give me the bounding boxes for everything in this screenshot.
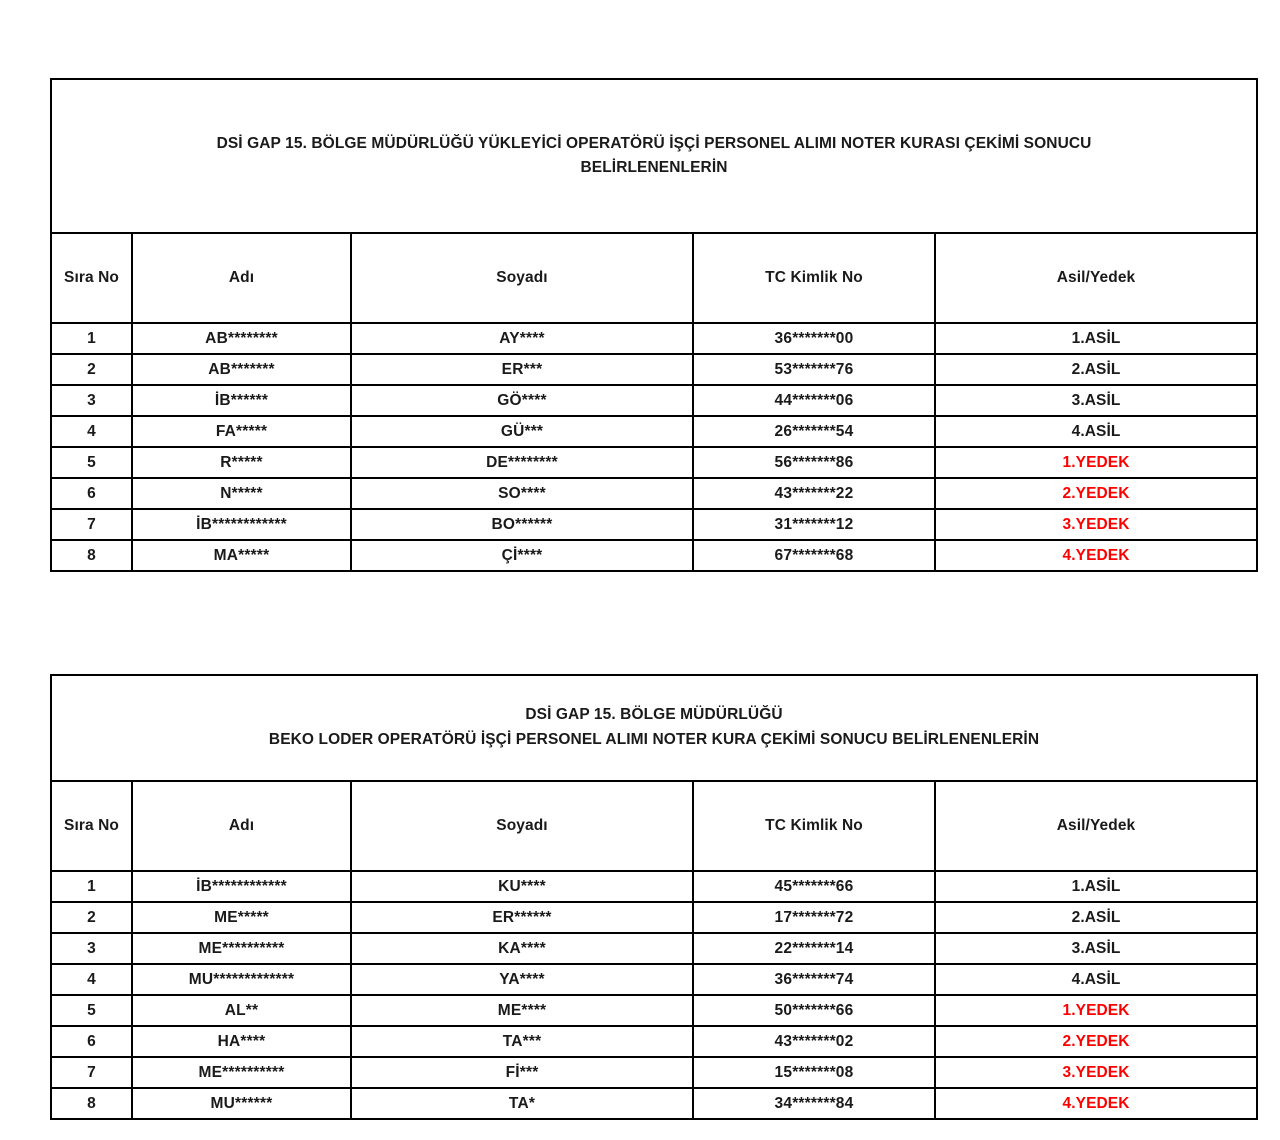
status-badge: 2.YEDEK — [935, 1026, 1257, 1057]
cell-adi: HA**** — [132, 1026, 351, 1057]
cell-sira-no: 6 — [51, 1026, 132, 1057]
table-title-line-1: DSİ GAP 15. BÖLGE MÜDÜRLÜĞÜ YÜKLEYİCİ OPERATÖRÜ İŞÇİ PERSONEL ALIMI NOTER KURASI ÇEKİMİ SONUCU — [216, 134, 1092, 152]
cell-tc-kimlik-no: 43*******02 — [693, 1026, 935, 1057]
status-badge: 2.ASİL — [935, 354, 1257, 385]
table-header-row — [51, 233, 1257, 323]
status-badge: 1.YEDEK — [935, 995, 1257, 1026]
cell-tc-kimlik-no: 36*******00 — [693, 323, 935, 354]
cell-soyadi: SO**** — [351, 478, 693, 509]
cell-sira-no: 1 — [51, 323, 132, 354]
status-badge: 1.YEDEK — [935, 447, 1257, 478]
table-body — [51, 675, 1257, 1119]
cell-sira-no: 5 — [51, 447, 132, 478]
results-table-yukleyici-operatoru — [50, 78, 1258, 572]
cell-soyadi: GÖ**** — [351, 385, 693, 416]
cell-adi: MU****** — [132, 1088, 351, 1119]
table-row — [51, 1088, 1257, 1119]
table-row — [51, 323, 1257, 354]
cell-soyadi: AY**** — [351, 323, 693, 354]
cell-soyadi: BO****** — [351, 509, 693, 540]
cell-tc-kimlik-no: 17*******72 — [693, 902, 935, 933]
status-badge: 2.YEDEK — [935, 478, 1257, 509]
cell-tc-kimlik-no: 36*******74 — [693, 964, 935, 995]
cell-tc-kimlik-no: 56*******86 — [693, 447, 935, 478]
cell-sira-no: 3 — [51, 933, 132, 964]
table-title-line-1: DSİ GAP 15. BÖLGE MÜDÜRLÜĞÜ — [525, 706, 783, 724]
cell-tc-kimlik-no: 67*******68 — [693, 540, 935, 571]
column-header-tc-kimlik-no: TC Kimlik No — [693, 233, 935, 323]
cell-sira-no: 7 — [51, 1057, 132, 1088]
table-row — [51, 964, 1257, 995]
table-row — [51, 1026, 1257, 1057]
cell-soyadi: TA* — [351, 1088, 693, 1119]
cell-tc-kimlik-no: 22*******14 — [693, 933, 935, 964]
cell-tc-kimlik-no: 43*******22 — [693, 478, 935, 509]
cell-adi: İB****** — [132, 385, 351, 416]
cell-sira-no: 5 — [51, 995, 132, 1026]
table-row — [51, 509, 1257, 540]
cell-adi: İB************ — [132, 871, 351, 902]
cell-adi: MA***** — [132, 540, 351, 571]
table-row — [51, 354, 1257, 385]
results-table-beko-loder-operatoru — [50, 674, 1258, 1120]
cell-adi: İB************ — [132, 509, 351, 540]
cell-soyadi: GÜ*** — [351, 416, 693, 447]
cell-soyadi: ME**** — [351, 995, 693, 1026]
cell-tc-kimlik-no: 26*******54 — [693, 416, 935, 447]
cell-tc-kimlik-no: 45*******66 — [693, 871, 935, 902]
cell-sira-no: 1 — [51, 871, 132, 902]
table-row — [51, 385, 1257, 416]
cell-sira-no: 8 — [51, 540, 132, 571]
cell-soyadi: ER****** — [351, 902, 693, 933]
status-badge: 4.ASİL — [935, 416, 1257, 447]
table-row — [51, 447, 1257, 478]
status-badge: 4.ASİL — [935, 964, 1257, 995]
table-row — [51, 871, 1257, 902]
cell-soyadi: YA**** — [351, 964, 693, 995]
column-header-adi: Adı — [132, 233, 351, 323]
cell-soyadi: KU**** — [351, 871, 693, 902]
cell-adi: ME********** — [132, 1057, 351, 1088]
table-title-row — [51, 79, 1257, 233]
cell-sira-no: 2 — [51, 354, 132, 385]
table-row — [51, 933, 1257, 964]
column-header-tc-kimlik-no: TC Kimlik No — [693, 781, 935, 871]
cell-adi: ME***** — [132, 902, 351, 933]
cell-sira-no: 4 — [51, 416, 132, 447]
cell-adi: ME********** — [132, 933, 351, 964]
cell-adi: FA***** — [132, 416, 351, 447]
cell-tc-kimlik-no: 53*******76 — [693, 354, 935, 385]
cell-soyadi: KA**** — [351, 933, 693, 964]
cell-tc-kimlik-no: 44*******06 — [693, 385, 935, 416]
status-badge: 1.ASİL — [935, 323, 1257, 354]
table-header-row — [51, 781, 1257, 871]
table-row — [51, 995, 1257, 1026]
cell-adi: AL** — [132, 995, 351, 1026]
cell-soyadi: Fİ*** — [351, 1057, 693, 1088]
cell-sira-no: 8 — [51, 1088, 132, 1119]
column-header-sira-no: Sıra No — [51, 781, 132, 871]
cell-soyadi: DE******** — [351, 447, 693, 478]
cell-soyadi: TA*** — [351, 1026, 693, 1057]
table-body — [51, 79, 1257, 571]
status-badge: 2.ASİL — [935, 902, 1257, 933]
cell-adi: AB******* — [132, 354, 351, 385]
status-badge: 3.ASİL — [935, 385, 1257, 416]
table-title-row — [51, 675, 1257, 781]
status-badge: 3.YEDEK — [935, 509, 1257, 540]
cell-sira-no: 2 — [51, 902, 132, 933]
table-title-line-2: BEKO LODER OPERATÖRÜ İŞÇİ PERSONEL ALIMI NOTER KURA ÇEKİMİ SONUCU BELİRLENENLERİN — [268, 731, 1040, 748]
cell-sira-no: 6 — [51, 478, 132, 509]
status-badge: 1.ASİL — [935, 871, 1257, 902]
cell-tc-kimlik-no: 50*******66 — [693, 995, 935, 1026]
table-row — [51, 416, 1257, 447]
table-row — [51, 902, 1257, 933]
column-header-soyadi: Soyadı — [351, 233, 693, 323]
cell-tc-kimlik-no: 15*******08 — [693, 1057, 935, 1088]
column-header-asil-yedek: Asil/Yedek — [935, 781, 1257, 871]
table-title-line-2: BELİRLENENLERİN — [580, 159, 728, 176]
status-badge: 4.YEDEK — [935, 1088, 1257, 1119]
cell-adi: MU************* — [132, 964, 351, 995]
cell-sira-no: 4 — [51, 964, 132, 995]
table-row — [51, 1057, 1257, 1088]
table-title — [51, 79, 1257, 233]
cell-adi: AB******** — [132, 323, 351, 354]
cell-tc-kimlik-no: 34*******84 — [693, 1088, 935, 1119]
table-row — [51, 540, 1257, 571]
cell-adi: N***** — [132, 478, 351, 509]
column-header-sira-no: Sıra No — [51, 233, 132, 323]
cell-sira-no: 3 — [51, 385, 132, 416]
table-title — [51, 675, 1257, 781]
status-badge: 3.YEDEK — [935, 1057, 1257, 1088]
cell-adi: R***** — [132, 447, 351, 478]
cell-soyadi: Çİ**** — [351, 540, 693, 571]
status-badge: 3.ASİL — [935, 933, 1257, 964]
cell-sira-no: 7 — [51, 509, 132, 540]
column-header-adi: Adı — [132, 781, 351, 871]
cell-soyadi: ER*** — [351, 354, 693, 385]
column-header-soyadi: Soyadı — [351, 781, 693, 871]
column-header-asil-yedek: Asil/Yedek — [935, 233, 1257, 323]
status-badge: 4.YEDEK — [935, 540, 1257, 571]
cell-tc-kimlik-no: 31*******12 — [693, 509, 935, 540]
table-row — [51, 478, 1257, 509]
